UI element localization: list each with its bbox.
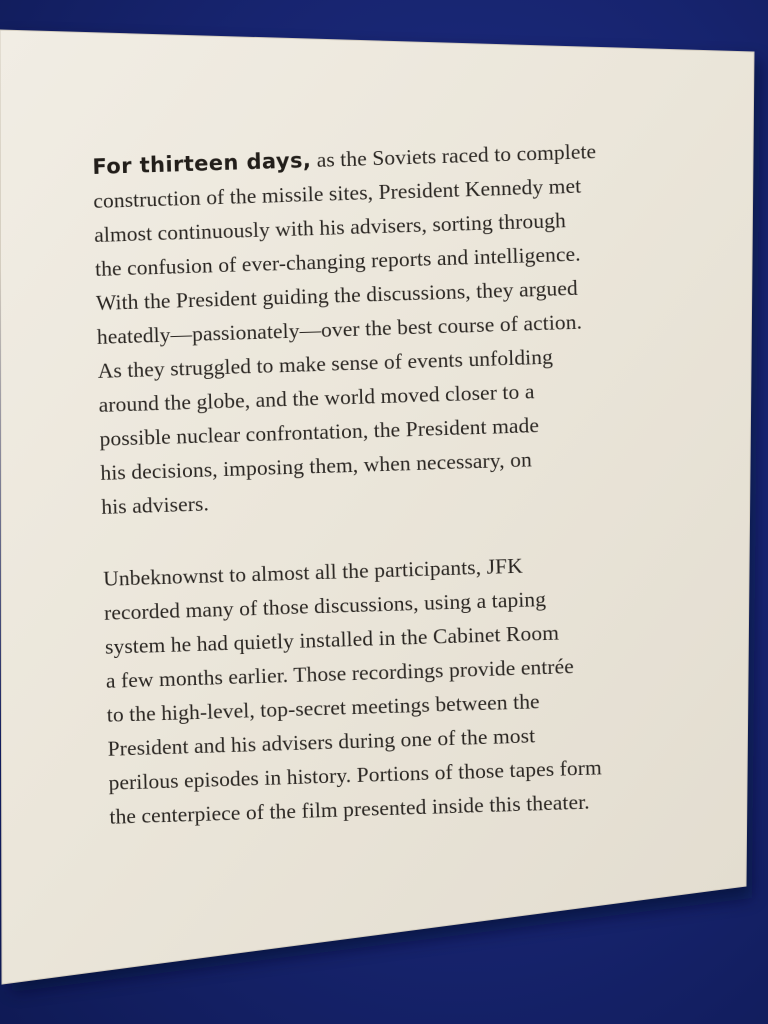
paragraph-1-line-text: as the Soviets raced to complete bbox=[310, 139, 597, 173]
paragraph-1-line: almost continuously with his advisers, sorting through bbox=[93, 208, 567, 247]
paragraph-2-line: to the high-level, top-secret meetings between the bbox=[106, 689, 540, 727]
paragraph-1-line: construction of the missile sites, President Kennedy met bbox=[93, 173, 582, 213]
paragraph-2-line: President and his advisers during one of the most bbox=[107, 723, 536, 761]
paragraph-1 bbox=[92, 131, 702, 524]
paragraph-1-line: As they struggled to make sense of events unfolding bbox=[97, 344, 554, 383]
paragraph-1-line: heatedly—passionately—over the best course of action. bbox=[96, 309, 583, 349]
paragraph-1-line: his advisers. bbox=[101, 491, 210, 519]
lead-phrase: For thirteen days, bbox=[92, 148, 312, 179]
paragraph-1-line: around the globe, and the world moved closer to a bbox=[98, 379, 535, 417]
paragraph-2-line: the centerpiece of the film presented inside this theater. bbox=[109, 789, 590, 829]
paragraph-1-line: With the President guiding the discussions, they argued bbox=[95, 275, 579, 315]
placard-text bbox=[92, 131, 710, 834]
paragraph-2-line: recorded many of those discussions, using a taping bbox=[103, 586, 547, 625]
paragraph-2 bbox=[103, 543, 710, 834]
paragraph-1-line: his decisions, imposing them, when necessary, on bbox=[100, 447, 533, 485]
paragraph-2-line: Unbeknownst to almost all the participants, JFK bbox=[102, 553, 524, 591]
paragraph-2-line: system he had quietly installed in the Cabinet Room bbox=[104, 620, 560, 659]
paragraph-1-line: the confusion of ever-changing reports and intelligence. bbox=[94, 241, 581, 281]
paragraph-1-line: possible nuclear confrontation, the President made bbox=[99, 413, 540, 451]
paragraph-2-line: perilous episodes in history. Portions of those tapes form bbox=[108, 755, 603, 795]
paragraph-2-line: a few months earlier. Those recordings provide entrée bbox=[105, 654, 575, 693]
